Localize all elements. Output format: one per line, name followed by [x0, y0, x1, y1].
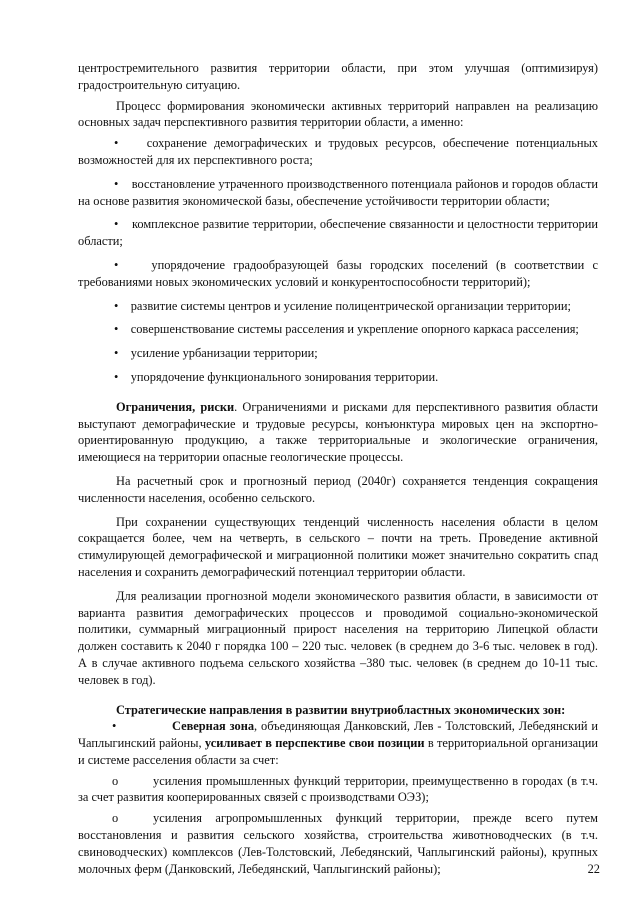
circle-bullet-icon: o: [112, 811, 119, 826]
forecast-paragraph: На расчетный срок и прогнозный период (2040г) сохраняется тенденция сокращения численности населения, особенно сельского.: [78, 473, 598, 505]
trends-paragraph: При сохранении существующих тенденций численность населения области в целом сокращается более, чем на четверть, в сельского – почти на треть. Проведение активной стимулирующей демографической и миграционной политики может значительно сократить спад населения и сохранить демографический потенциал территории области.: [78, 514, 598, 579]
bullet-icon: •: [114, 369, 119, 384]
bullet-icon: •: [114, 136, 119, 151]
bullet-icon: •: [114, 322, 119, 337]
bullet-icon: •: [112, 719, 117, 734]
list-item: [78, 216, 598, 250]
sub-list-item: [78, 773, 598, 807]
page-number: 22: [587, 862, 600, 876]
process-paragraph: Процесс формирования экономически активных территорий направлен на реализацию основных задач перспективного развития территории области, а именно:: [78, 98, 598, 130]
list-item: [78, 369, 598, 386]
limits-heading: Ограничения, риски: [116, 399, 235, 414]
list-item-text: упорядочение функционального зонирования территории.: [130, 369, 439, 384]
north-zone-name: Северная зона: [172, 719, 255, 734]
strategic-heading-text: Стратегические направления в развитии внутриобластных экономических зон:: [116, 702, 566, 717]
list-item: [78, 176, 598, 210]
intro-paragraph: центростремительного развития территории области, при этом улучшая (оптимизируя) градостроительную ситуацию.: [78, 61, 598, 92]
model-paragraph: Для реализации прогнозной модели экономического развития области, в зависимости от варианта развития демографических процессов и проводимой социально-экономической политики, суммарный миграционный прирост населения на территорию Липецкой области должен составить к 2040 г порядка 100 – 220 тыс. человек (в среднем до 3-6 тыс. человек в год). А в случае активного подъема сельского хозяйства –380 тыс. человек (в среднем до 10-11 тыс. человек в год).: [78, 588, 598, 687]
list-item-text: сохранение демографических и трудовых ресурсов, обеспечение потенциальных возможностей для их перспективного роста;: [78, 136, 599, 167]
bullet-icon: •: [114, 257, 119, 272]
list-item-text: восстановление утраченного производственного потенциала районов и городов области на основе развития экономической базы, обеспечение устойчивости территории области;: [78, 176, 599, 208]
north-zone-text-a: , объединяющая Данковский, Лев - Толстовский, Лебедянский и Чаплыгинский районы,: [78, 719, 598, 751]
sub-list-item-text: усиления агропромышленных функций территории, прежде всего путем восстановления и развития сельского хозяйства, строительства животноводческих (в т.ч. свиноводческих) комплексов (Лев-Толстовский, Лебедянский, Чаплыгинский районы), крупных молочных ферм (Данковский, Лебедянский, Чаплыгинский районы);: [78, 811, 598, 876]
bullet-icon: •: [114, 176, 119, 191]
bullet-icon: •: [114, 298, 119, 313]
circle-bullet-icon: o: [112, 773, 119, 788]
list-item: [78, 135, 598, 169]
north-zone-item: [78, 718, 598, 768]
list-item-text: усиление урбанизации территории;: [130, 346, 318, 361]
document-page: [78, 60, 598, 877]
sub-list-item: [78, 810, 598, 877]
list-item-text: комплексное развитие территории, обеспечение связанности и целостности территории области;: [78, 217, 598, 249]
sub-list-item-text: усиления промышленных функций территории, преимущественно в городах (в т.ч. за счет развития кооперированных связей с производствами ОЭЗ);: [78, 773, 598, 805]
limits-text: . Ограничениями и рисками для перспективного развития области выступают демографические и трудовые ресурсы, конъюнктура мировых цен на экспортно-ориентированную продукцию, а также территориальные и экологические ограничения, имеющиеся на территории опасные геологические процессы.: [78, 399, 598, 465]
north-zone-text-b: в территориальной организации и системе расселения области за счет:: [78, 736, 598, 767]
bullet-icon: •: [114, 346, 119, 361]
list-item-text: упорядочение градообразующей базы городских поселений (в соответствии с требованиями новых экономических условий и конкурентоспособности территорий);: [78, 257, 599, 289]
list-item: [78, 345, 598, 362]
list-item: [78, 321, 598, 338]
strategic-heading: [78, 702, 598, 719]
list-item-text: развитие системы центров и усиление полицентрической организации территории;: [130, 298, 571, 313]
north-zone-bold: усиливает в перспективе свои позиции: [204, 736, 425, 751]
list-item: [78, 298, 598, 315]
limits-paragraph: [78, 399, 598, 466]
list-item: [78, 257, 598, 291]
bullet-icon: •: [114, 217, 119, 232]
list-item-text: совершенствование системы расселения и укрепление опорного каркаса расселения;: [130, 322, 579, 337]
